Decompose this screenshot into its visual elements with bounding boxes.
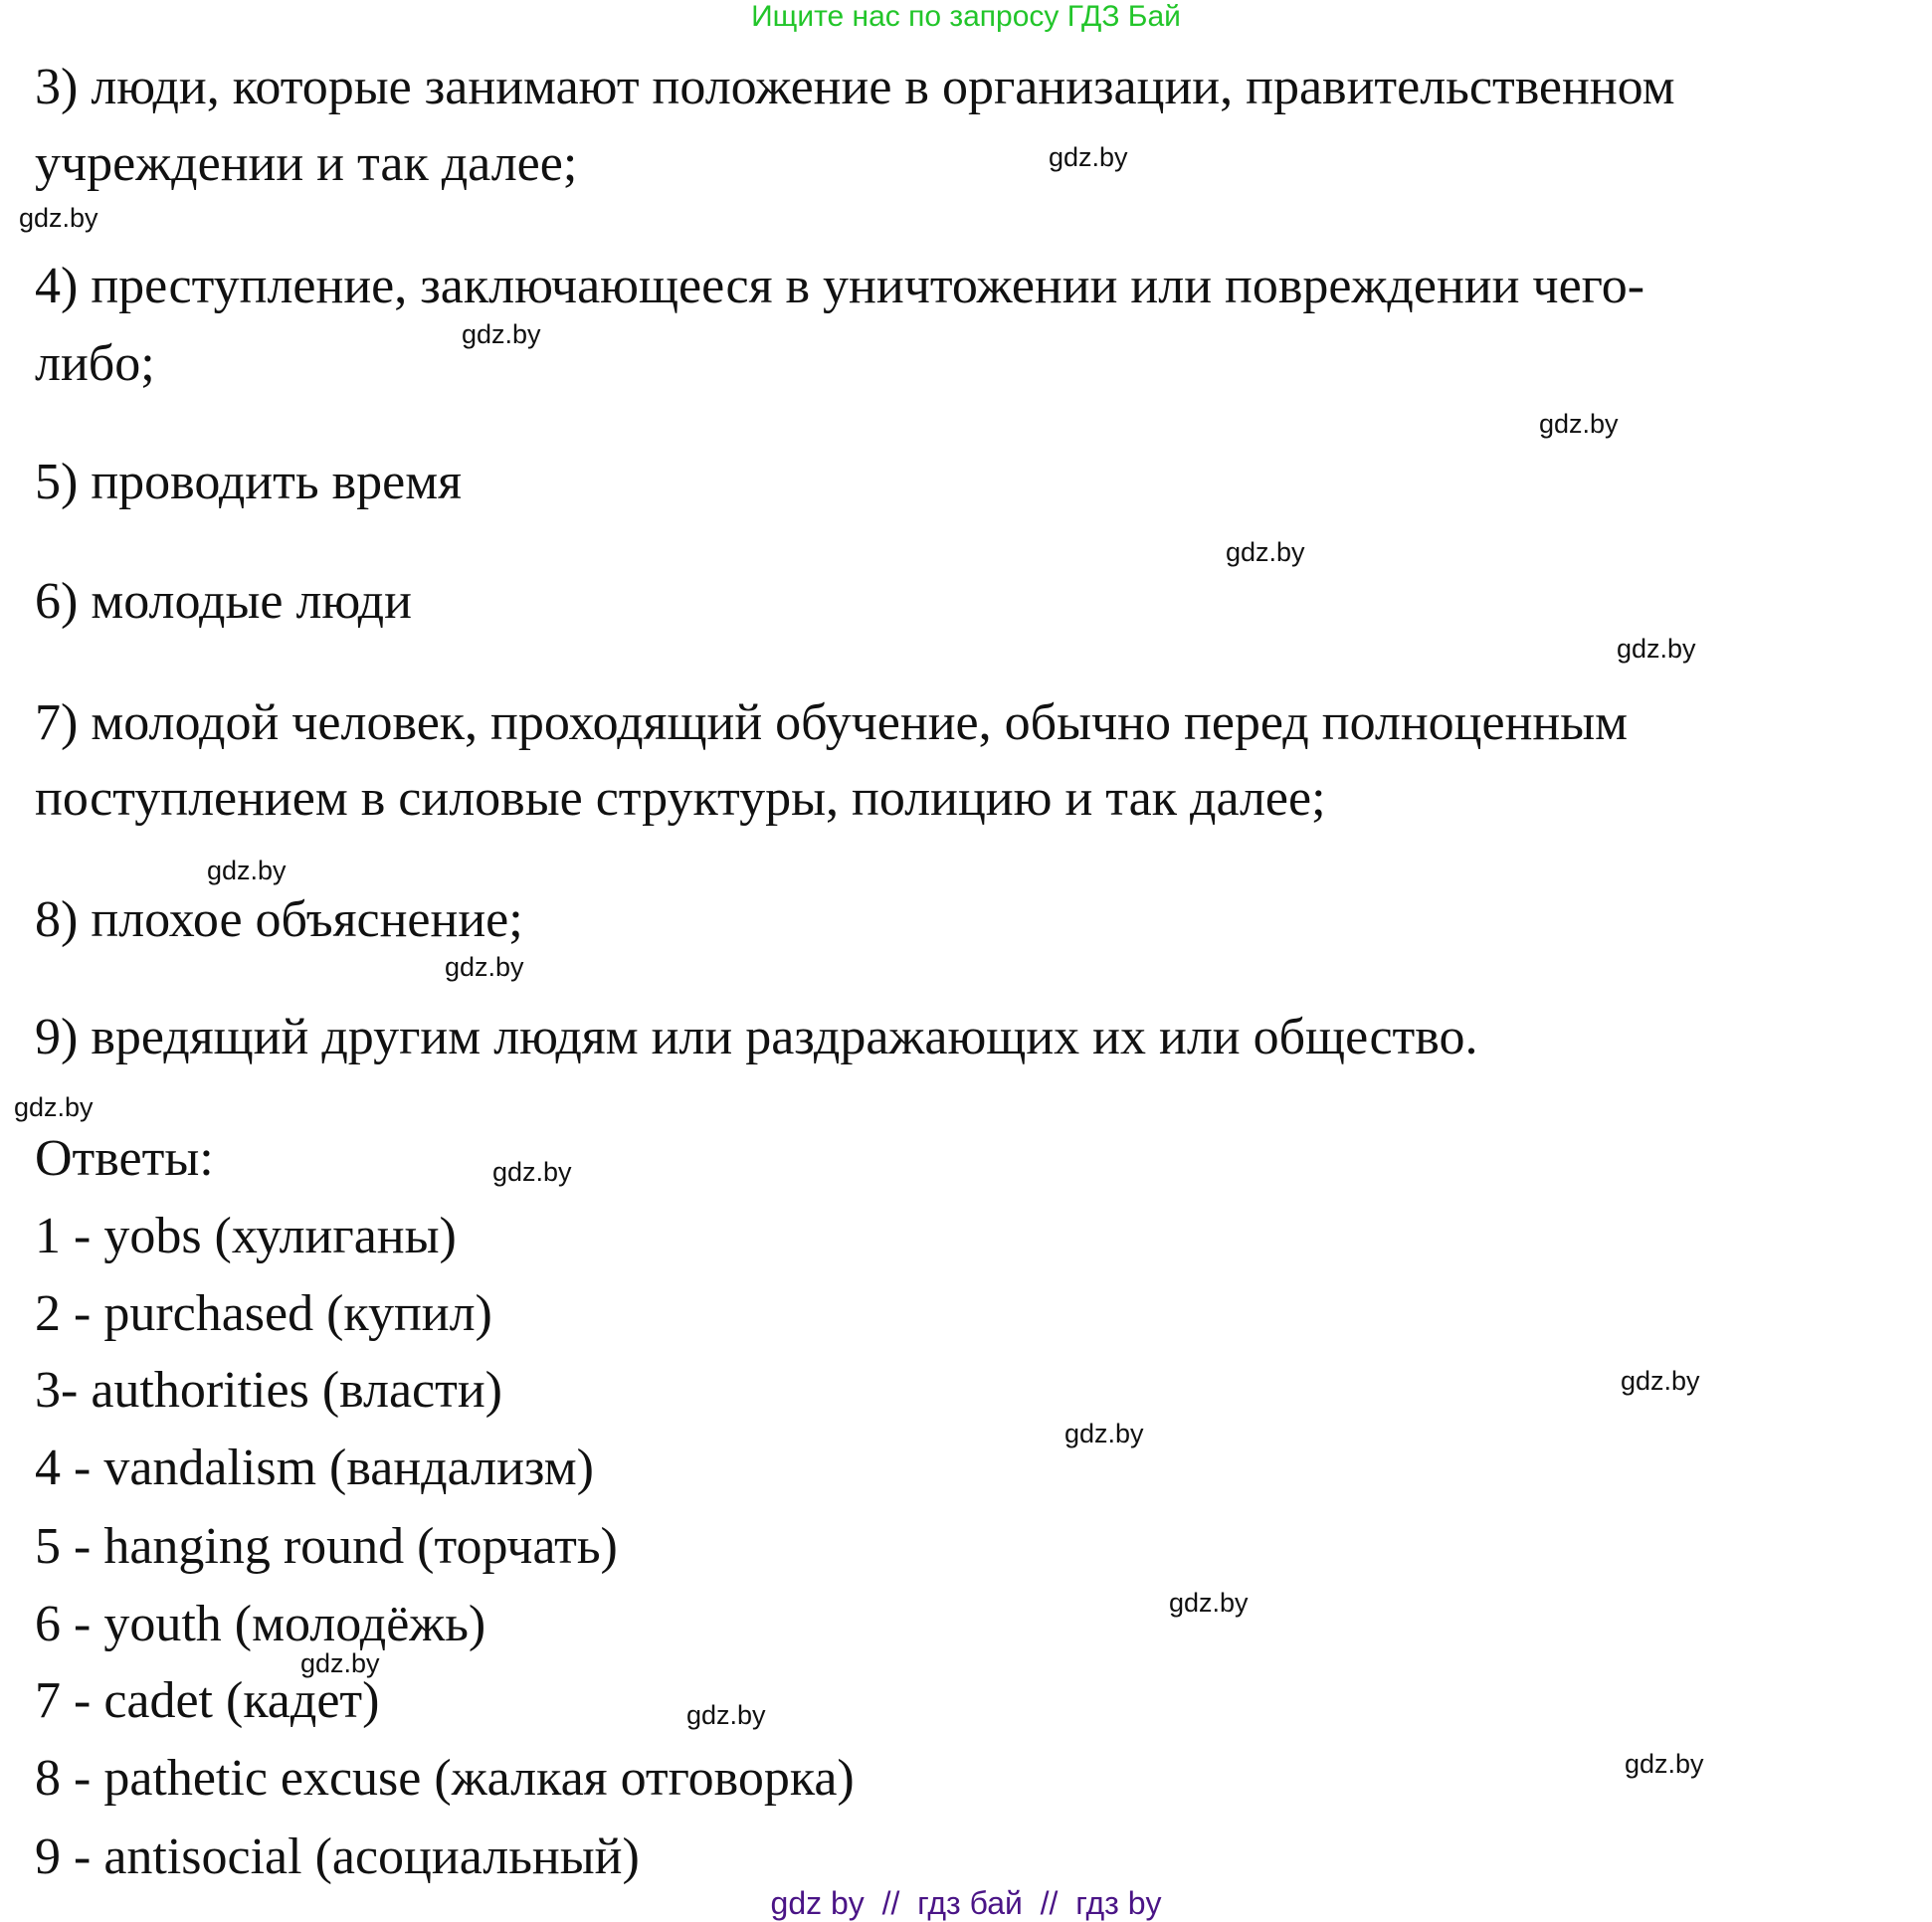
watermark: gdz.by bbox=[300, 1648, 380, 1678]
definition-line: 5) проводить время bbox=[35, 454, 463, 510]
watermark: gdz.by bbox=[445, 952, 524, 982]
watermark: gdz.by bbox=[462, 319, 541, 349]
definition-line: либо; bbox=[35, 335, 155, 392]
answer-line: 5 - hanging round (торчать) bbox=[35, 1518, 618, 1575]
definition-line: 8) плохое объяснение; bbox=[35, 891, 523, 948]
watermark: gdz.by bbox=[14, 1092, 94, 1122]
definition-line: поступлением в силовые структуры, полицию и так далее; bbox=[35, 770, 1326, 827]
watermark: gdz.by bbox=[492, 1157, 572, 1187]
header-banner: Ищите нас по запросу ГДЗ Бай bbox=[751, 0, 1181, 33]
answer-line: 6 - youth (молодёжь) bbox=[35, 1596, 486, 1652]
footer-links: gdz by // гдз бай // гдз by bbox=[770, 1885, 1162, 1921]
answer-line: 9 - antisocial (асоциальный) bbox=[35, 1828, 640, 1885]
answer-line: 1 - yobs (хулиганы) bbox=[35, 1208, 457, 1264]
definition-line: 9) вредящий другим людям или раздражающих их или общество. bbox=[35, 1009, 1478, 1065]
answer-line: 8 - pathetic excuse (жалкая отговорка) bbox=[35, 1750, 855, 1807]
watermark: gdz.by bbox=[1625, 1749, 1704, 1779]
definition-line: 7) молодой человек, проходящий обучение, обычно перед полноценным bbox=[35, 694, 1629, 751]
answer-line: 2 - purchased (купил) bbox=[35, 1285, 492, 1342]
watermark: gdz.by bbox=[1169, 1588, 1249, 1618]
watermark: gdz.by bbox=[19, 203, 98, 233]
watermark: gdz.by bbox=[686, 1700, 766, 1730]
watermark: gdz.by bbox=[1539, 409, 1619, 439]
answer-line: 4 - vandalism (вандализм) bbox=[35, 1440, 594, 1496]
definition-line: 4) преступление, заключающееся в уничтожении или повреждении чего- bbox=[35, 258, 1645, 314]
answers-title: Ответы: bbox=[35, 1130, 214, 1187]
definition-line: 3) люди, которые занимают положение в организации, правительственном bbox=[35, 59, 1675, 115]
watermark: gdz.by bbox=[207, 856, 287, 885]
watermark: gdz.by bbox=[1621, 1366, 1700, 1396]
definition-line: 6) молодые люди bbox=[35, 573, 412, 630]
definition-line: учреждении и так далее; bbox=[35, 135, 578, 192]
watermark: gdz.by bbox=[1049, 142, 1128, 172]
answer-line: 7 - cadet (кадет) bbox=[35, 1672, 380, 1729]
watermark: gdz.by bbox=[1617, 634, 1696, 664]
watermark: gdz.by bbox=[1064, 1419, 1144, 1448]
watermark: gdz.by bbox=[1226, 537, 1305, 567]
answer-line: 3- authorities (власти) bbox=[35, 1362, 502, 1419]
